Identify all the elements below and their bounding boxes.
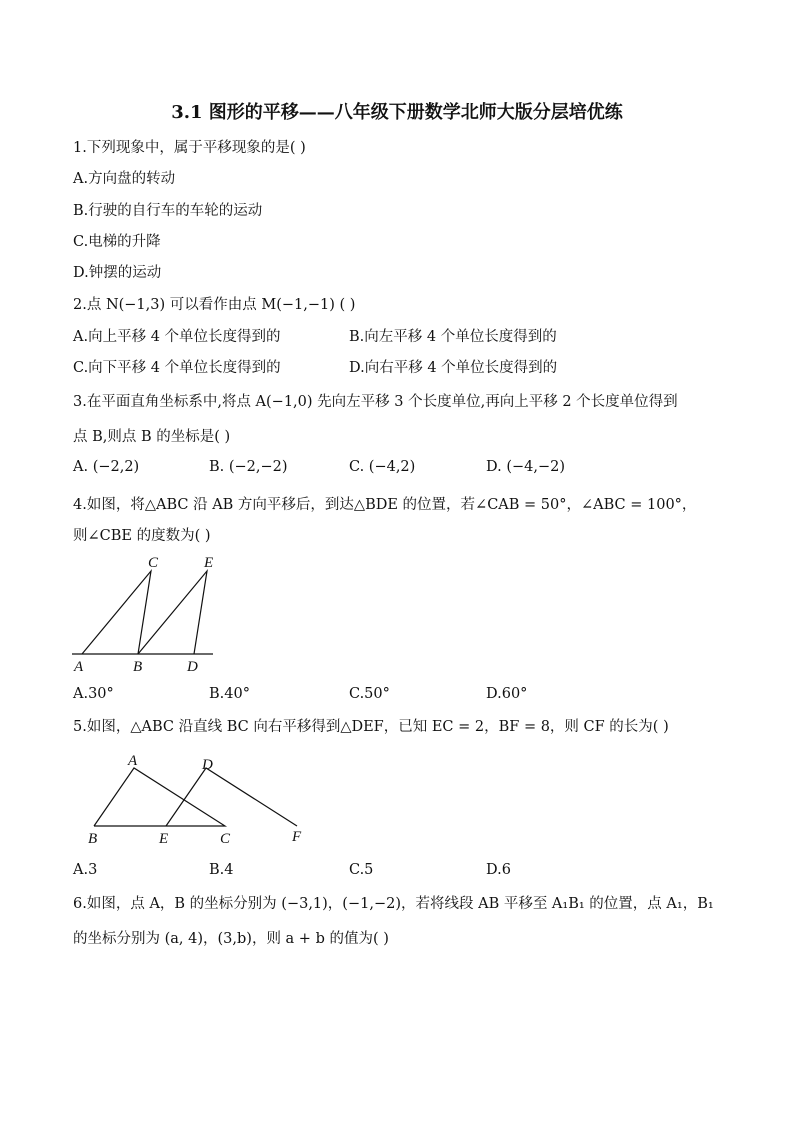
q4-option-a: A.30°: [73, 686, 114, 702]
q5-stem: 5.如图，△ABC 沿直线 BC 向右平移得到△DEF，已知 EC = 2，BF = 8，则 CF 的长为( ): [73, 719, 669, 735]
q4-triangle-bde: [138, 571, 207, 654]
q5-label-e: E: [159, 831, 169, 847]
q4-option-d: D.60°: [486, 686, 528, 702]
q4-label-a: A: [74, 659, 84, 675]
q3-option-c: C. (−4,2): [349, 459, 416, 475]
q5-option-d: D.6: [486, 862, 511, 878]
q5-label-f: F: [292, 829, 302, 845]
q2-option-b: B.向左平移 4 个单位长度得到的: [349, 329, 557, 345]
q2-option-a: A.向上平移 4 个单位长度得到的: [73, 329, 281, 345]
page-title: 3.1 图形的平移——八年级下册数学北师大版分层培优练: [171, 102, 623, 123]
q6-stem-line1: 6.如图，点 A，B 的坐标分别为 (−3,1)，(−1,−2)，若将线段 AB 平移至 A₁B₁ 的位置，点 A₁，B₁: [73, 896, 714, 912]
q6-stem-line2: 的坐标分别为 (a, 4)，(3,b)，则 a + b 的值为( ): [73, 931, 389, 947]
q4-stem-line1: 4.如图，将△ABC 沿 AB 方向平移后，到达△BDE 的位置，若∠CAB = 50°，∠ABC = 100°，: [73, 497, 697, 513]
q4-option-c: C.50°: [349, 686, 390, 702]
q4-label-d: D: [187, 659, 198, 675]
q3-stem-line2: 点 B,则点 B 的坐标是( ): [73, 429, 231, 445]
q2-option-c: C.向下平移 4 个单位长度得到的: [73, 360, 281, 376]
q5-option-a: A.3: [73, 862, 98, 878]
q4-label-e: E: [204, 555, 214, 571]
q4-label-c: C: [148, 555, 159, 571]
q4-option-b: B.40°: [209, 686, 250, 702]
q5-label-a: A: [128, 755, 138, 769]
q5-label-d: D: [202, 757, 213, 773]
q1-stem: 1.下列现象中，属于平移现象的是( ): [73, 140, 306, 156]
q5-label-c: C: [220, 831, 231, 847]
q5-option-c: C.5: [349, 862, 374, 878]
q5-option-b: B.4: [209, 862, 234, 878]
q5-figure: [80, 755, 310, 850]
q3-option-a: A. (−2,2): [73, 459, 140, 475]
q5-label-b: B: [88, 831, 98, 847]
q1-option-c: C.电梯的升降: [73, 234, 161, 250]
q2-stem: 2.点 N(−1,3) 可以看作由点 M(−1,−1) ( ): [73, 297, 356, 313]
q3-option-b: B. (−2,−2): [209, 459, 288, 475]
q4-stem-line2: 则∠CBE 的度数为( ): [73, 528, 211, 544]
q4-triangle-abc: [82, 571, 151, 654]
q2-option-d: D.向右平移 4 个单位长度得到的: [349, 360, 558, 376]
q1-option-d: D.钟摆的运动: [73, 265, 162, 281]
q5-triangle-abc: [94, 768, 225, 826]
q4-figure: [70, 550, 220, 675]
q5-triangle-def: [166, 768, 297, 826]
q4-label-b: B: [133, 659, 143, 675]
q3-option-d: D. (−4,−2): [486, 459, 565, 475]
q1-option-b: B.行驶的自行车的车轮的运动: [73, 203, 263, 219]
q3-stem-line1: 3.在平面直角坐标系中,将点 A(−1,0) 先向左平移 3 个长度单位,再向上平移 2 个长度单位得到: [73, 394, 678, 410]
q1-option-a: A.方向盘的转动: [73, 171, 176, 187]
